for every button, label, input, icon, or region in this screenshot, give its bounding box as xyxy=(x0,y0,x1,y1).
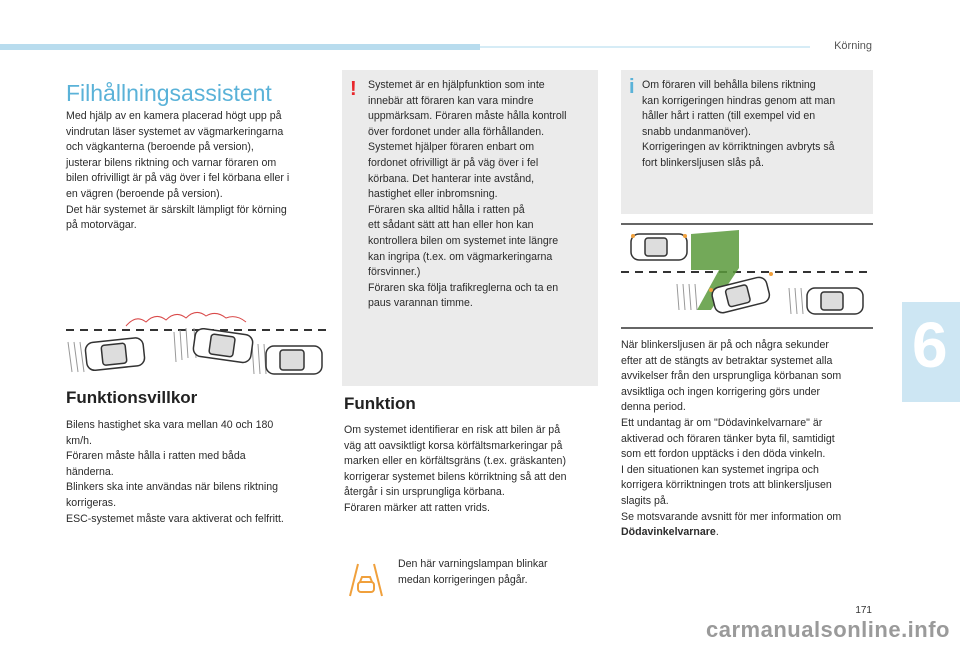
info-box xyxy=(621,70,873,214)
lane-correction-illustration xyxy=(621,220,873,332)
warning-text: Systemet är en hjälpfunktion som inte innebär att föraren kan vara mindre uppmärksam. Föraren måste hålla kontroll över fordonet under alla förhållanden. Systemet hjälper föraren enbart om fordonet ofrivilligt är på väg över i fel körbana. Det hanterar inte avstånd, hastighet eller inbromsning. Föraren ska alltid hålla i ratten på ett sådant sätt att han eller hon kan kontrollera bilen om systemet inte längre kan ingripa (t.ex. om vägmarkeringarna försvinner.) Föraren ska följa trafikreglerna och ta en paus varannan timme. xyxy=(368,79,567,310)
blinkers-text: När blinkersljusen är på och några sekunder efter att de stängts av betraktar systemet alla avvikelser från den ursprungliga körbanan som avsiktliga och ingen korrigering görs under denna period. Ett undantag är om "Dödavinkelvarnare" är aktiverad och föraren tänker byta fil, samtidigt som ett fordon upptäcks i den döda vinkeln. I den situationen kan systemet ingripa och korrigera körriktningen trots att blinkersljusen slagits på. Se motsvarande avsnitt för mer information om xyxy=(621,339,842,523)
function-heading: Funktion xyxy=(344,394,416,413)
chapter-title: Körning xyxy=(834,40,872,52)
intro-paragraph: Med hjälp av en kamera placerad högt upp på vindrutan läser systemet av vägmarkeringarna och vägkanterna (beroende på version), justerar bilens riktning och varnar föraren om bilen ofrivilligt är på väg över i fel körbana eller i en vägren (beroende på version). Det här systemet är särskilt lämpligt för körning på motorvägar. xyxy=(66,110,290,232)
header-bar-thin xyxy=(480,46,810,48)
conditions-paragraph: Bilens hastighet ska vara mellan 40 och 180 km/h. Föraren måste hålla i ratten med båda händerna. Blinkers ska inte användas när bilens riktning korrigeras. ESC-systemet måste vara aktiverat och felfritt. xyxy=(66,419,284,525)
info-text: Om föraren vill behålla bilens riktning kan korrigeringen hindras genom att man håller hårt i ratten (till exempel vid en snabb undanmanöver). Korrigeringen av körriktningen avbryts så fort blinkersljusen slås på. xyxy=(642,79,836,169)
warning-icon: ! xyxy=(350,78,357,100)
header-bar xyxy=(0,44,480,50)
lane-assist-warning-lamp-icon xyxy=(346,562,386,598)
chapter-tab xyxy=(902,302,960,402)
chapter-number: 6 xyxy=(912,309,948,381)
page-title: Filhållningsassistent xyxy=(66,80,272,107)
conditions-heading: Funktionsvillkor xyxy=(66,388,198,407)
lamp-description: Den här varningslampan blinkar medan korrigeringen pågår. xyxy=(398,558,548,586)
blinkers-end: . xyxy=(715,526,719,539)
warning-box xyxy=(342,70,598,386)
blind-spot-link[interactable]: Dödavinkelvarnare xyxy=(621,526,716,539)
blinkers-paragraph xyxy=(621,338,879,541)
function-paragraph: Om systemet identifierar en risk att bilen är på väg att oavsiktligt korsa körfältsmarkeringar på marken eller en körfältsgräns (t.ex. gräskanten) korrigerar systemet bilens körriktning så att den återgår i sin ursprungliga körbana. Föraren märker att ratten vrids. xyxy=(344,424,567,514)
watermark: carmanualsonline.info xyxy=(706,617,950,642)
info-icon: i xyxy=(629,76,635,98)
page-number: 171 xyxy=(855,605,872,616)
lane-drift-illustration xyxy=(66,300,326,380)
